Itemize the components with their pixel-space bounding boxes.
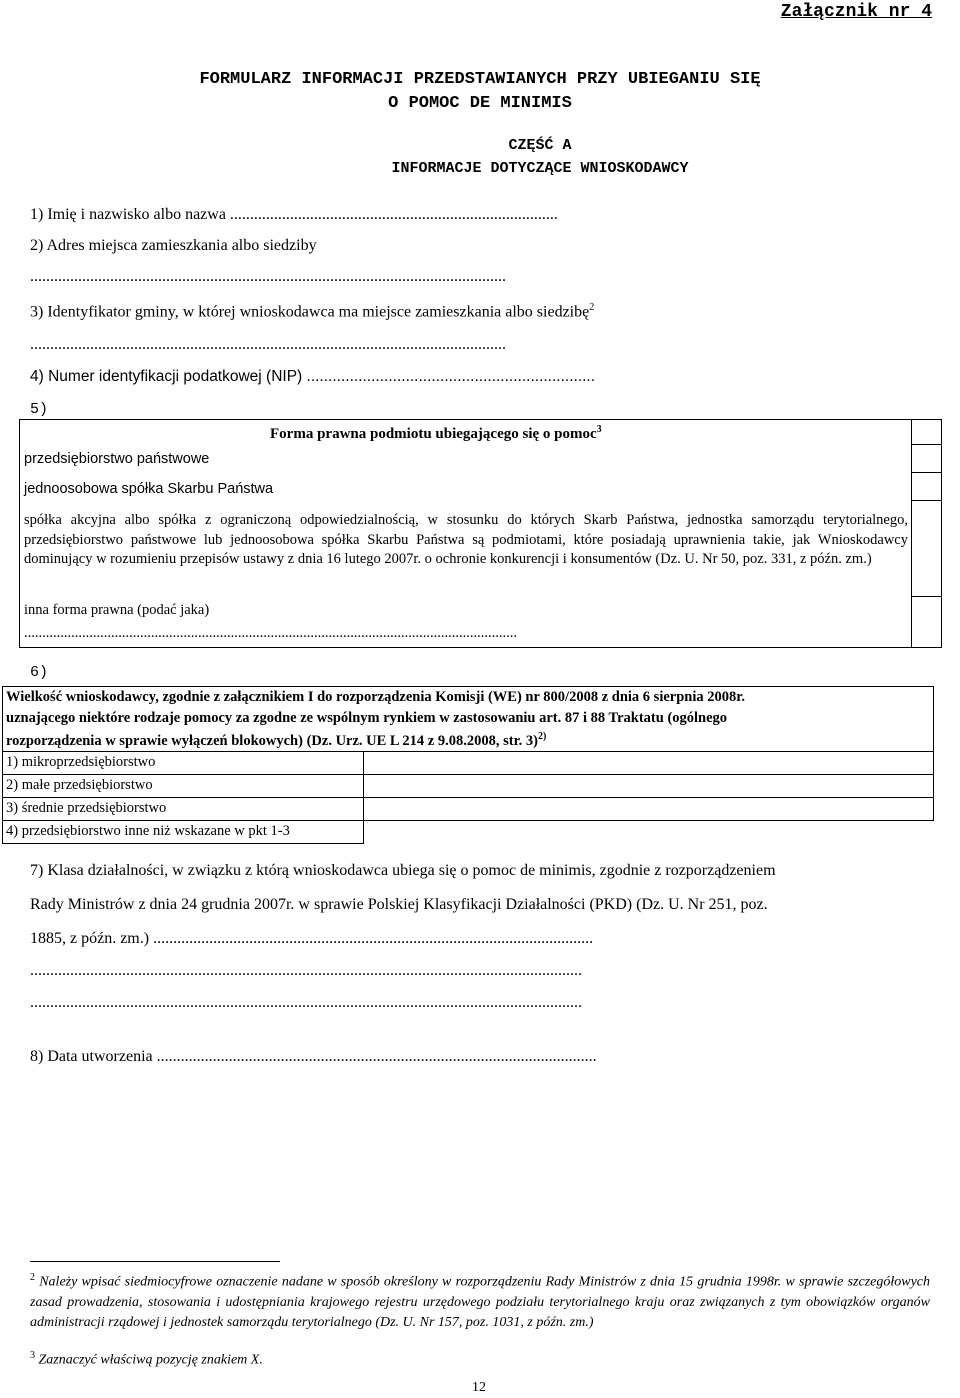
field-6-number: 6): [30, 664, 49, 681]
field-nip[interactable]: 4) Numer identyfikacji podatkowej (NIP) ...................................................................: [30, 368, 596, 385]
creation-date[interactable]: 8) Data utworzenia ..............................................................................................................: [30, 1048, 597, 1065]
size-header-line2: uznającego niektóre rodzaje pomocy za zgodne ze wspólnym rynkiem w zastosowaniu art. 87 i 88 Traktatu (ogólnego: [6, 710, 728, 726]
pkd-line1: 7) Klasa działalności, w związku z którą wnioskodawca ubiega się o pomoc de minimis, zgodnie z rozporządzeniem: [30, 862, 776, 879]
checkbox-other[interactable]: [912, 597, 941, 647]
field-5-number: 5): [30, 401, 49, 418]
size-cell-small[interactable]: [364, 775, 933, 797]
size-header-line1: Wielkość wnioskodawcy, zgodnie z załącznikiem I do rozporządzenia Komisji (WE) nr 800/2008 z dnia 6 sierpnia 2008r.: [6, 689, 745, 705]
field-address-dots[interactable]: .......................................................................................................................: [30, 268, 506, 285]
legal-form-header: Forma prawna podmiotu ubiegającego się o pomoc$^3$: [270, 424, 602, 442]
footnote-2: $^2$ Należy wpisać siedmiocyfrowe oznaczenie nadane w sposób określony w rozporządzeniu Rady Ministrów z dnia 15 grudnia 1998r. w sprawie szczegółowych zasad prowadzenia, stosowania i udostępniania krajowego rejestru urzędowego podziału terytorialnego kraju oraz związanych z tym obowiązków organów administracji rządowej i jednostek samorządu terytorialnego (Dz. U. Nr 157, poz. 1031, z późn. zm.): [30, 1272, 931, 1330]
size-option-other: 4) przedsiębiorstwo inne niż wskazane w pkt 1-3: [6, 823, 290, 839]
pkd-dots-2[interactable]: ..........................................................................................................................................: [30, 994, 582, 1011]
size-option-micro: 1) mikroprzedsiębiorstwo: [6, 754, 156, 770]
checkbox-joint-stock[interactable]: [912, 501, 941, 596]
legal-form-option-state-enterprise: przedsiębiorstwo państwowe: [24, 451, 210, 467]
footnote-separator: [30, 1261, 280, 1262]
form-title-line1: FORMULARZ INFORMACJI PRZEDSTAWIANYCH PRZY UBIEGANIU SIĘ: [199, 70, 761, 89]
size-option-small: 2) małe przedsiębiorstwo: [6, 777, 153, 793]
part-subtitle: INFORMACJE DOTYCZĄCE WNIOSKODAWCY: [391, 160, 689, 177]
field-name[interactable]: 1) Imię i nazwisko albo nazwa ..................................................................................: [30, 206, 558, 223]
form-title-line2: O POMOC DE MINIMIS: [388, 94, 572, 113]
legal-form-option-treasury-company: jednoosobowa spółka Skarbu Państwa: [24, 481, 274, 497]
checkbox-treasury-company[interactable]: [912, 473, 941, 500]
size-cell-micro[interactable]: [364, 752, 933, 774]
footnote-3: $^3$ Zaznaczyć właściwą pozycję znakiem X.: [30, 1350, 263, 1368]
field-commune-dots[interactable]: .......................................................................................................................: [30, 336, 506, 353]
legal-form-other-dots[interactable]: ........................................................................................................................................: [24, 625, 517, 641]
legal-form-option-other: inna forma prawna (podać jaka): [24, 602, 210, 618]
legal-form-option-joint-stock: spółka akcyjna albo spółka z ograniczoną odpowiedzialnością, w stosunku do których Skarb Państwa, jednostka samorządu terytorialnego, przedsiębiorstwo państwowe lub jednoosobowa spółka Skarbu Państwa są podmiotami, które posiadają uprawnienia takie, jak Wnioskodawcy dominujący w rozumieniu przepisów ustawy z dnia 16 lutego 2007r. o ochronie konkurencji i konsumentów (Dz. U. Nr 50, poz. 331, z późn. zm.): [24, 512, 908, 567]
part-name: CZĘŚĆ A: [508, 137, 572, 154]
pkd-line2: Rady Ministrów z dnia 24 grudnia 2007r. w sprawie Polskiej Klasyfikacji Działalności (PKD) (Dz. U. Nr 251, poz.: [30, 896, 768, 913]
field-commune-label: 3) Identyfikator gminy, w której wnioskodawca ma miejsce zamieszkania albo siedzibę$^2$: [30, 302, 595, 321]
pkd-dots-1[interactable]: ..........................................................................................................................................: [30, 962, 582, 979]
field-address-label: 2) Adres miejsca zamieszkania albo siedziby: [30, 237, 317, 254]
pkd-line3[interactable]: 1885, z późn. zm.) ..............................................................................................................: [30, 930, 594, 947]
size-cell-medium[interactable]: [364, 798, 933, 820]
page-number: 12: [472, 1380, 486, 1395]
checkbox-state-enterprise[interactable]: [912, 445, 941, 472]
size-header-line3: rozporządzenia w sprawie wyłączeń blokowych) (Dz. Urz. UE L 214 z 9.08.2008, str. 3)$^{2)}$: [6, 731, 547, 749]
size-option-medium: 3) średnie przedsiębiorstwo: [6, 800, 167, 816]
annex-label: Załącznik nr 4: [780, 2, 932, 22]
